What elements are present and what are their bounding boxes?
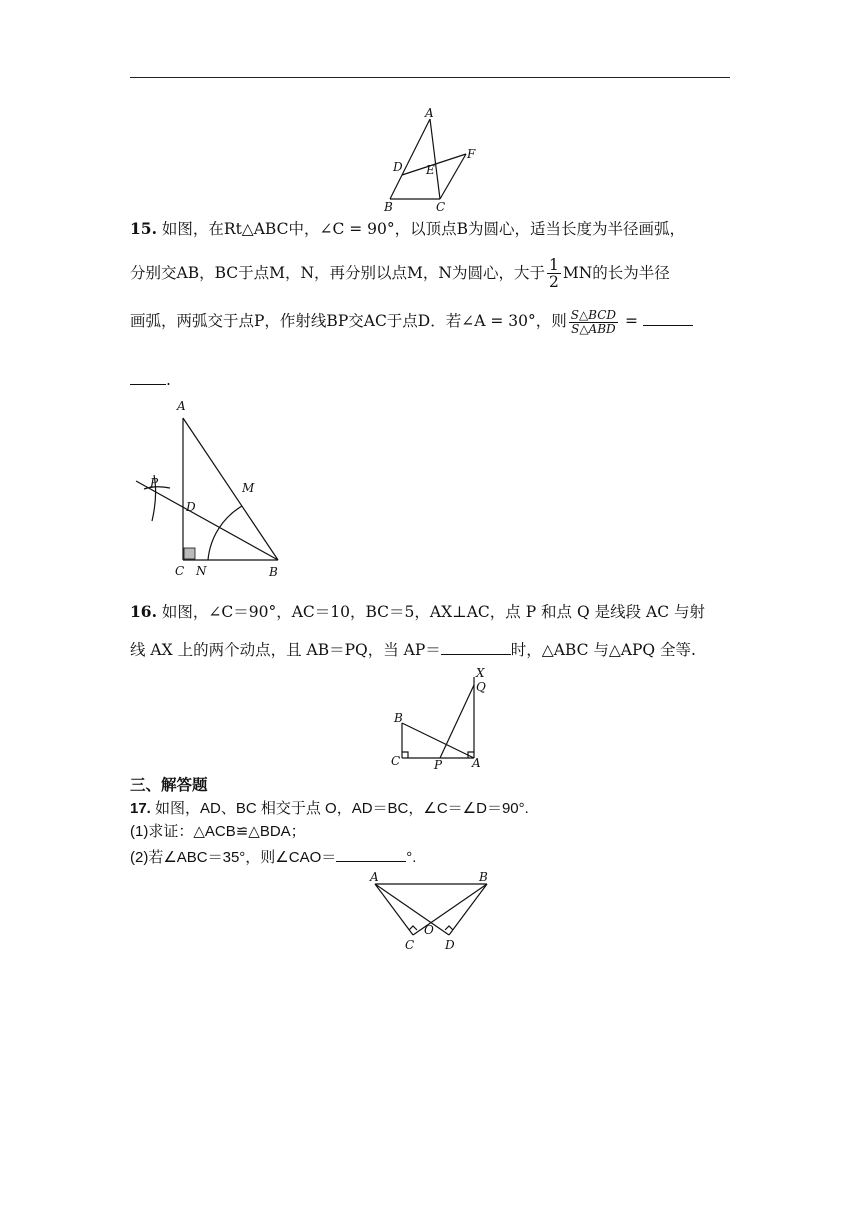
label-M: M	[242, 481, 255, 495]
fraction-one-half: $\frac{1}{2}$	[549, 256, 559, 292]
q16-line2: 线 AX 上的两个动点，且 AB＝PQ，当 AP＝ 时，△ABC 与△APQ 全等.	[130, 641, 696, 659]
label-D: D	[393, 160, 403, 174]
q17-line1: 17. 如图，AD、BC 相交于点 O，AD＝BC，∠C＝∠D＝90°.	[130, 800, 529, 817]
label-N: N	[196, 564, 207, 578]
label-B: B	[479, 870, 488, 884]
label-A: A	[472, 756, 481, 770]
label-B: B	[269, 565, 278, 579]
label-C: C	[391, 754, 401, 768]
label-B: B	[394, 711, 403, 725]
label-F: F	[467, 147, 476, 161]
q16-line1: 16. 如图，∠C＝90°，AC＝10，BC＝5，AX⊥AC，点 P 和点 Q 是线段 AC 与射	[130, 602, 706, 621]
label-X: X	[476, 666, 485, 680]
label-A: A	[425, 106, 434, 120]
label-C: C	[175, 564, 185, 578]
label-A: A	[370, 870, 379, 884]
section-heading: 三、解答题	[130, 777, 208, 794]
q15-line4: .	[130, 370, 171, 389]
figure-q16	[385, 665, 495, 775]
label-A: A	[177, 399, 186, 413]
label-D: D	[186, 500, 196, 514]
q15-line3: 画弧，两弧交于点P，作射线BP交AC于点D．若∠A = 30°，则 $\frac{\text{S△BCD}}{\text{S△ABD}}$ =	[130, 309, 693, 335]
answer-blank-q17[interactable]	[336, 847, 406, 862]
answer-blank-q15-cont[interactable]	[130, 370, 166, 385]
figure-q17	[365, 868, 500, 958]
label-Q: Q	[476, 680, 486, 694]
answer-blank-q15[interactable]	[643, 311, 693, 326]
area-ratio: $\frac{\text{S△BCD}}{\text{S△ABD}}$	[570, 308, 617, 336]
q17-line2: (1)求证：△ACB≌△BDA；	[130, 823, 306, 840]
q17-line3: (2)若∠ABC＝35°，则∠CAO＝ °.	[130, 849, 417, 866]
header-rule	[130, 77, 730, 78]
label-C: C	[405, 938, 415, 952]
label-D: D	[445, 938, 455, 952]
figure-q15	[130, 395, 290, 585]
label-C: C	[436, 200, 446, 214]
right-angle-marker	[184, 548, 195, 559]
q15-line2: 分别交AB，BC于点M，N，再分别以点M，N为圆心，大于 $\frac{1}{2}$ MN的长为半径	[130, 256, 670, 292]
q15-line1: 15. 如图，在Rt△ABC中，∠C = 90°，以顶点B为圆心，适当长度为半径画弧，	[130, 219, 686, 238]
label-E: E	[426, 163, 435, 177]
label-P: P	[434, 758, 443, 772]
label-P: P	[150, 476, 159, 490]
answer-blank-q16[interactable]	[441, 640, 511, 655]
label-O: O	[424, 923, 434, 937]
label-B: B	[384, 200, 393, 214]
figure-q14	[380, 105, 485, 215]
